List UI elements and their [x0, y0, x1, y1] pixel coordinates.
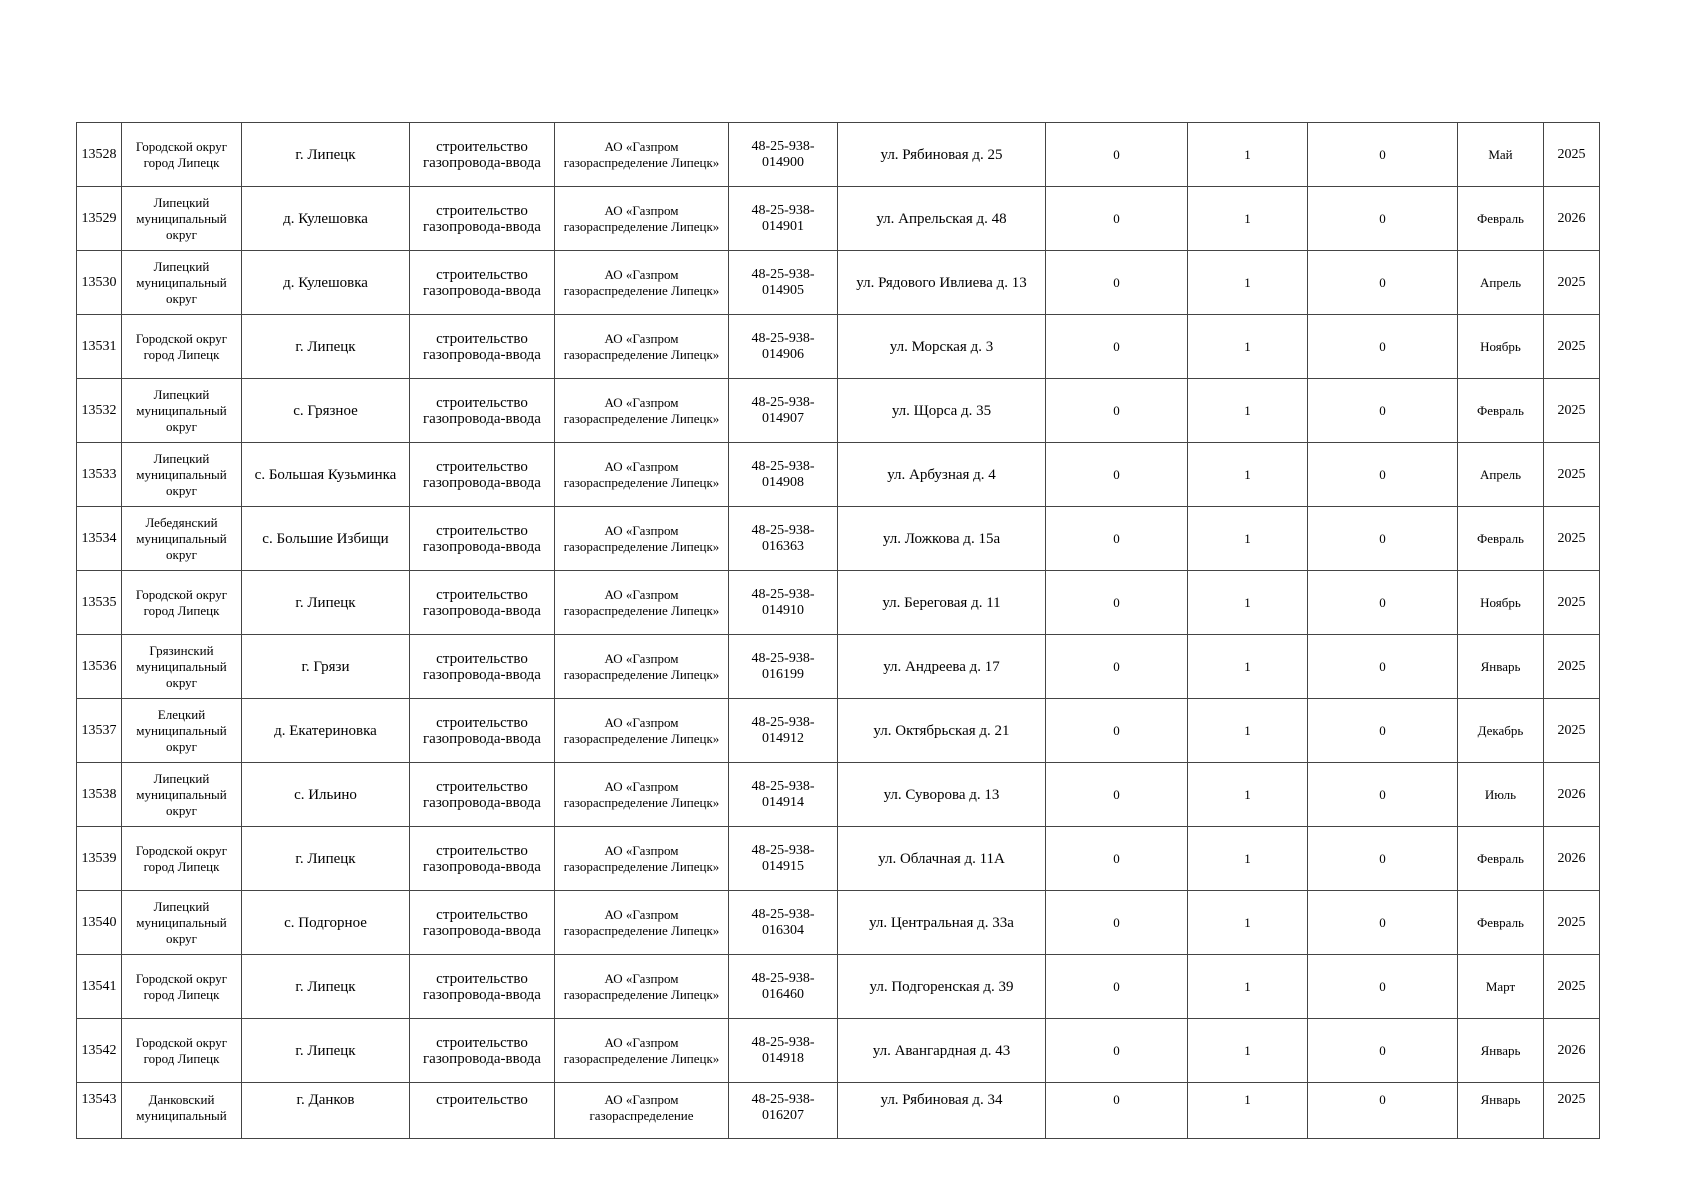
month-cell: Декабрь: [1458, 699, 1544, 763]
month-cell: Июль: [1458, 763, 1544, 827]
object-code-cell: 48-25-938-014914: [729, 763, 838, 827]
work-type-cell: строительство газопровода-ввода: [410, 123, 555, 187]
locality-cell: г. Липецк: [242, 827, 410, 891]
work-type-cell: строительство газопровода-ввода: [410, 827, 555, 891]
row-number-cell: 13538: [77, 763, 122, 827]
value-1-cell: 0: [1046, 187, 1188, 251]
table-row: [77, 763, 1600, 827]
year-cell: 2025: [1544, 123, 1600, 187]
organization-cell: АО «Газпром газораспределение Липецк»: [555, 379, 729, 443]
work-type-cell: строительство газопровода-ввода: [410, 571, 555, 635]
district-cell: Данковский муниципальный: [122, 1083, 242, 1139]
month-cell: Февраль: [1458, 507, 1544, 571]
value-2-cell: 1: [1188, 315, 1308, 379]
locality-cell: г. Липецк: [242, 315, 410, 379]
locality-cell: с. Большие Избищи: [242, 507, 410, 571]
month-cell: Январь: [1458, 635, 1544, 699]
value-3-cell: 0: [1308, 315, 1458, 379]
value-1-cell: 0: [1046, 1083, 1188, 1139]
month-cell: Январь: [1458, 1083, 1544, 1139]
month-cell: Ноябрь: [1458, 315, 1544, 379]
work-type-cell: строительство газопровода-ввода: [410, 315, 555, 379]
value-2-cell: 1: [1188, 379, 1308, 443]
value-3-cell: 0: [1308, 571, 1458, 635]
table-row: [77, 379, 1600, 443]
object-code-cell: 48-25-938-016460: [729, 955, 838, 1019]
locality-cell: д. Екатериновка: [242, 699, 410, 763]
address-cell: ул. Суворова д. 13: [838, 763, 1046, 827]
work-type-cell: строительство газопровода-ввода: [410, 891, 555, 955]
value-2-cell: 1: [1188, 123, 1308, 187]
address-cell: ул. Арбузная д. 4: [838, 443, 1046, 507]
value-2-cell: 1: [1188, 891, 1308, 955]
value-2-cell: 1: [1188, 827, 1308, 891]
table-row: [77, 251, 1600, 315]
district-cell: Городской округ город Липецк: [122, 827, 242, 891]
month-cell: Февраль: [1458, 187, 1544, 251]
address-cell: ул. Апрельская д. 48: [838, 187, 1046, 251]
row-number-cell: 13537: [77, 699, 122, 763]
district-cell: Городской округ город Липецк: [122, 571, 242, 635]
value-1-cell: 0: [1046, 763, 1188, 827]
table-row: [77, 315, 1600, 379]
value-3-cell: 0: [1308, 891, 1458, 955]
district-cell: Городской округ город Липецк: [122, 1019, 242, 1083]
value-2-cell: 1: [1188, 187, 1308, 251]
table-row: [77, 123, 1600, 187]
organization-cell: АО «Газпром газораспределение Липецк»: [555, 315, 729, 379]
row-number-cell: 13532: [77, 379, 122, 443]
value-1-cell: 0: [1046, 123, 1188, 187]
object-code-cell: 48-25-938-014901: [729, 187, 838, 251]
district-cell: Городской округ город Липецк: [122, 955, 242, 1019]
object-code-cell: 48-25-938-014918: [729, 1019, 838, 1083]
value-1-cell: 0: [1046, 379, 1188, 443]
object-code-cell: 48-25-938-016207: [729, 1083, 838, 1139]
object-code-cell: 48-25-938-014905: [729, 251, 838, 315]
locality-cell: г. Липецк: [242, 571, 410, 635]
object-code-cell: 48-25-938-016363: [729, 507, 838, 571]
value-1-cell: 0: [1046, 827, 1188, 891]
value-2-cell: 1: [1188, 955, 1308, 1019]
value-1-cell: 0: [1046, 507, 1188, 571]
address-cell: ул. Щорса д. 35: [838, 379, 1046, 443]
row-number-cell: 13529: [77, 187, 122, 251]
district-cell: Лебедянский муниципальный округ: [122, 507, 242, 571]
address-cell: ул. Авангардная д. 43: [838, 1019, 1046, 1083]
value-3-cell: 0: [1308, 827, 1458, 891]
object-code-cell: 48-25-938-014908: [729, 443, 838, 507]
value-1-cell: 0: [1046, 635, 1188, 699]
table-row: [77, 891, 1600, 955]
work-type-cell: строительство газопровода-ввода: [410, 251, 555, 315]
value-2-cell: 1: [1188, 1019, 1308, 1083]
month-cell: Февраль: [1458, 827, 1544, 891]
organization-cell: АО «Газпром газораспределение Липецк»: [555, 571, 729, 635]
year-cell: 2025: [1544, 251, 1600, 315]
month-cell: Ноябрь: [1458, 571, 1544, 635]
month-cell: Апрель: [1458, 251, 1544, 315]
address-cell: ул. Андреева д. 17: [838, 635, 1046, 699]
organization-cell: АО «Газпром газораспределение Липецк»: [555, 507, 729, 571]
value-2-cell: 1: [1188, 635, 1308, 699]
value-3-cell: 0: [1308, 955, 1458, 1019]
district-cell: Городской округ город Липецк: [122, 315, 242, 379]
table-row: [77, 1019, 1600, 1083]
object-code-cell: 48-25-938-014912: [729, 699, 838, 763]
year-cell: 2025: [1544, 699, 1600, 763]
row-number-cell: 13534: [77, 507, 122, 571]
value-3-cell: 0: [1308, 635, 1458, 699]
district-cell: Липецкий муниципальный округ: [122, 187, 242, 251]
district-cell: Липецкий муниципальный округ: [122, 443, 242, 507]
work-type-cell: строительство газопровода-ввода: [410, 443, 555, 507]
table-row: [77, 827, 1600, 891]
value-1-cell: 0: [1046, 1019, 1188, 1083]
year-cell: 2025: [1544, 1083, 1600, 1139]
row-number-cell: 13533: [77, 443, 122, 507]
address-cell: ул. Рядового Ивлиева д. 13: [838, 251, 1046, 315]
work-type-cell: строительство газопровода-ввода: [410, 187, 555, 251]
table-row: [77, 635, 1600, 699]
work-type-cell: строительство газопровода-ввода: [410, 955, 555, 1019]
work-type-cell: строительство газопровода-ввода: [410, 1019, 555, 1083]
organization-cell: АО «Газпром газораспределение Липецк»: [555, 635, 729, 699]
value-1-cell: 0: [1046, 571, 1188, 635]
work-type-cell: строительство газопровода-ввода: [410, 507, 555, 571]
data-table: [76, 122, 1600, 1139]
row-number-cell: 13536: [77, 635, 122, 699]
row-number-cell: 13539: [77, 827, 122, 891]
value-3-cell: 0: [1308, 187, 1458, 251]
value-3-cell: 0: [1308, 763, 1458, 827]
object-code-cell: 48-25-938-014900: [729, 123, 838, 187]
organization-cell: АО «Газпром газораспределение Липецк»: [555, 955, 729, 1019]
address-cell: ул. Рябиновая д. 25: [838, 123, 1046, 187]
district-cell: Городской округ город Липецк: [122, 123, 242, 187]
month-cell: Февраль: [1458, 891, 1544, 955]
month-cell: Март: [1458, 955, 1544, 1019]
table-row: [77, 187, 1600, 251]
organization-cell: АО «Газпром газораспределение Липецк»: [555, 443, 729, 507]
work-type-cell: строительство газопровода-ввода: [410, 763, 555, 827]
locality-cell: д. Кулешовка: [242, 187, 410, 251]
value-2-cell: 1: [1188, 1083, 1308, 1139]
address-cell: ул. Подгоренская д. 39: [838, 955, 1046, 1019]
year-cell: 2026: [1544, 187, 1600, 251]
year-cell: 2025: [1544, 955, 1600, 1019]
work-type-cell: строительство: [410, 1083, 555, 1139]
organization-cell: АО «Газпром газораспределение: [555, 1083, 729, 1139]
district-cell: Липецкий муниципальный округ: [122, 251, 242, 315]
value-2-cell: 1: [1188, 251, 1308, 315]
district-cell: Липецкий муниципальный округ: [122, 379, 242, 443]
value-3-cell: 0: [1308, 443, 1458, 507]
value-3-cell: 0: [1308, 1019, 1458, 1083]
locality-cell: г. Грязи: [242, 635, 410, 699]
month-cell: Февраль: [1458, 379, 1544, 443]
month-cell: Май: [1458, 123, 1544, 187]
row-number-cell: 13542: [77, 1019, 122, 1083]
district-cell: Липецкий муниципальный округ: [122, 763, 242, 827]
address-cell: ул. Облачная д. 11А: [838, 827, 1046, 891]
table-row: [77, 1083, 1600, 1139]
value-3-cell: 0: [1308, 123, 1458, 187]
object-code-cell: 48-25-938-014910: [729, 571, 838, 635]
district-cell: Елецкий муниципальный округ: [122, 699, 242, 763]
month-cell: Январь: [1458, 1019, 1544, 1083]
year-cell: 2026: [1544, 1019, 1600, 1083]
locality-cell: г. Липецк: [242, 1019, 410, 1083]
organization-cell: АО «Газпром газораспределение Липецк»: [555, 1019, 729, 1083]
locality-cell: с. Грязное: [242, 379, 410, 443]
row-number-cell: 13531: [77, 315, 122, 379]
year-cell: 2025: [1544, 507, 1600, 571]
table-row: [77, 955, 1600, 1019]
value-3-cell: 0: [1308, 1083, 1458, 1139]
row-number-cell: 13530: [77, 251, 122, 315]
object-code-cell: 48-25-938-014907: [729, 379, 838, 443]
organization-cell: АО «Газпром газораспределение Липецк»: [555, 251, 729, 315]
value-3-cell: 0: [1308, 507, 1458, 571]
year-cell: 2025: [1544, 443, 1600, 507]
value-1-cell: 0: [1046, 443, 1188, 507]
value-2-cell: 1: [1188, 443, 1308, 507]
address-cell: ул. Рябиновая д. 34: [838, 1083, 1046, 1139]
table-row: [77, 443, 1600, 507]
row-number-cell: 13540: [77, 891, 122, 955]
row-number-cell: 13535: [77, 571, 122, 635]
year-cell: 2025: [1544, 571, 1600, 635]
value-1-cell: 0: [1046, 955, 1188, 1019]
district-cell: Грязинский муниципальный округ: [122, 635, 242, 699]
locality-cell: с. Ильино: [242, 763, 410, 827]
table-row: [77, 507, 1600, 571]
district-cell: Липецкий муниципальный округ: [122, 891, 242, 955]
locality-cell: г. Данков: [242, 1083, 410, 1139]
object-code-cell: 48-25-938-014906: [729, 315, 838, 379]
year-cell: 2025: [1544, 315, 1600, 379]
organization-cell: АО «Газпром газораспределение Липецк»: [555, 891, 729, 955]
object-code-cell: 48-25-938-016304: [729, 891, 838, 955]
year-cell: 2025: [1544, 635, 1600, 699]
value-3-cell: 0: [1308, 379, 1458, 443]
address-cell: ул. Морская д. 3: [838, 315, 1046, 379]
value-1-cell: 0: [1046, 251, 1188, 315]
object-code-cell: 48-25-938-016199: [729, 635, 838, 699]
value-2-cell: 1: [1188, 571, 1308, 635]
locality-cell: г. Липецк: [242, 955, 410, 1019]
work-type-cell: строительство газопровода-ввода: [410, 699, 555, 763]
row-number-cell: 13541: [77, 955, 122, 1019]
organization-cell: АО «Газпром газораспределение Липецк»: [555, 827, 729, 891]
year-cell: 2025: [1544, 891, 1600, 955]
locality-cell: г. Липецк: [242, 123, 410, 187]
value-1-cell: 0: [1046, 315, 1188, 379]
address-cell: ул. Центральная д. 33а: [838, 891, 1046, 955]
locality-cell: с. Большая Кузьминка: [242, 443, 410, 507]
value-1-cell: 0: [1046, 699, 1188, 763]
address-cell: ул. Октябрьская д. 21: [838, 699, 1046, 763]
value-1-cell: 0: [1046, 891, 1188, 955]
table-row: [77, 699, 1600, 763]
locality-cell: с. Подгорное: [242, 891, 410, 955]
year-cell: 2026: [1544, 763, 1600, 827]
value-3-cell: 0: [1308, 699, 1458, 763]
object-code-cell: 48-25-938-014915: [729, 827, 838, 891]
year-cell: 2026: [1544, 827, 1600, 891]
row-number-cell: 13543: [77, 1083, 122, 1139]
value-2-cell: 1: [1188, 507, 1308, 571]
organization-cell: АО «Газпром газораспределение Липецк»: [555, 123, 729, 187]
locality-cell: д. Кулешовка: [242, 251, 410, 315]
table-row: [77, 571, 1600, 635]
month-cell: Апрель: [1458, 443, 1544, 507]
value-2-cell: 1: [1188, 699, 1308, 763]
work-type-cell: строительство газопровода-ввода: [410, 379, 555, 443]
address-cell: ул. Ложкова д. 15а: [838, 507, 1046, 571]
organization-cell: АО «Газпром газораспределение Липецк»: [555, 763, 729, 827]
value-3-cell: 0: [1308, 251, 1458, 315]
value-2-cell: 1: [1188, 763, 1308, 827]
year-cell: 2025: [1544, 379, 1600, 443]
organization-cell: АО «Газпром газораспределение Липецк»: [555, 699, 729, 763]
address-cell: ул. Береговая д. 11: [838, 571, 1046, 635]
work-type-cell: строительство газопровода-ввода: [410, 635, 555, 699]
row-number-cell: 13528: [77, 123, 122, 187]
organization-cell: АО «Газпром газораспределение Липецк»: [555, 187, 729, 251]
